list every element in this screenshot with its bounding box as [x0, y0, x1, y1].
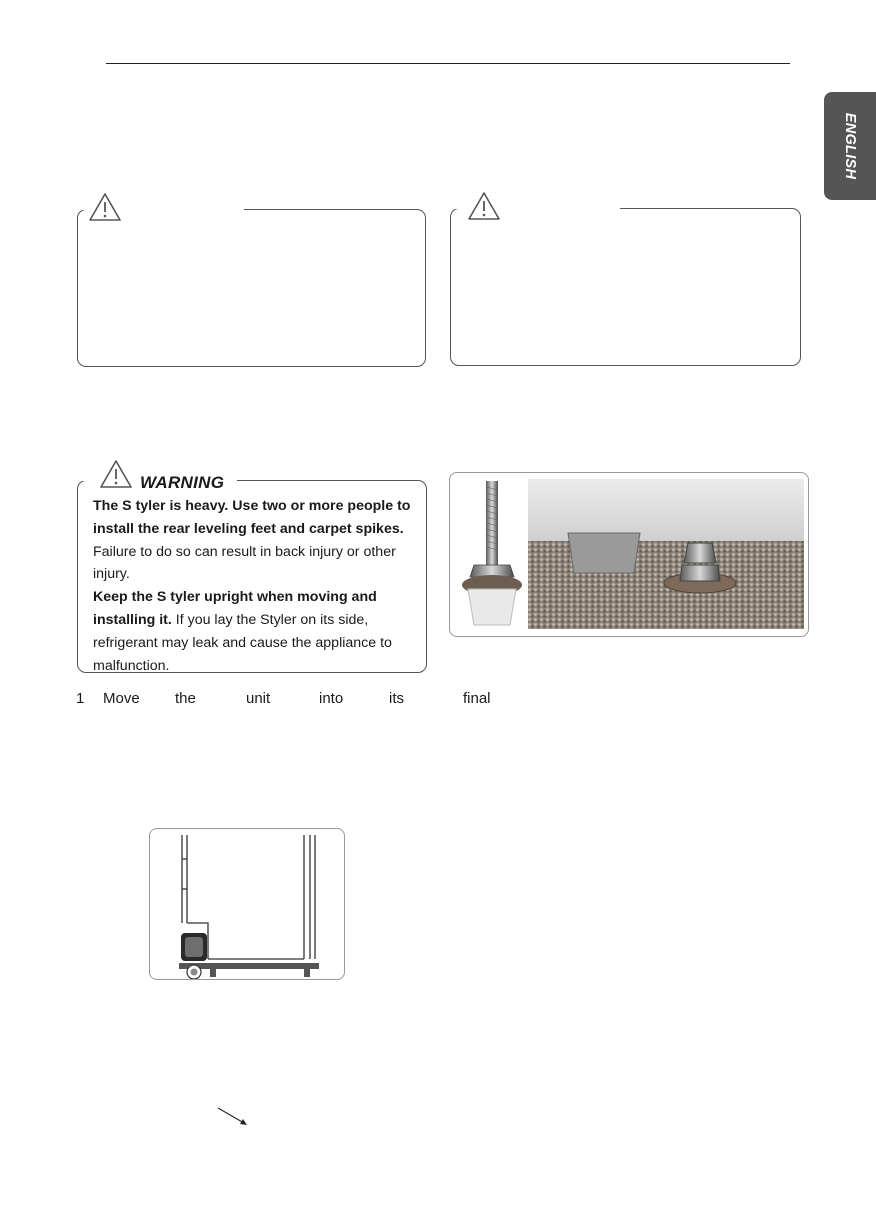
leveling-feet-photo-image	[450, 473, 808, 636]
header-rule	[106, 63, 790, 64]
warning-text	[93, 495, 418, 677]
language-tab	[824, 92, 876, 200]
step-word-2: the	[175, 690, 196, 707]
warning-triangle-icon	[99, 459, 133, 489]
warning-triangle-icon	[467, 191, 501, 221]
unit-side-diagram	[149, 828, 345, 980]
step-word-6: final	[463, 690, 491, 707]
step-number: 1	[76, 690, 85, 707]
step-word-3: unit	[246, 690, 271, 707]
caution-box-left	[77, 209, 426, 367]
language-tab-label: ENGLISH	[842, 112, 858, 180]
unit-side-diagram-image	[150, 829, 344, 979]
arrow-icon	[216, 1106, 250, 1128]
warning-title: WARNING	[136, 473, 228, 493]
step-word-5: its	[389, 690, 404, 707]
caution-box-right	[450, 208, 801, 366]
warning-normal-2: If you lay the Styler on its side, refrigerant may leak and cause the appliance to malfunction.	[93, 611, 392, 674]
warning-normal-1: Failure to do so can result in back injury or other injury.	[93, 543, 396, 583]
warning-bold-1: The S tyler is heavy. Use two or more people to install the rear leveling feet and carpet spikes.	[93, 498, 411, 537]
step-word-1: Move	[103, 690, 140, 707]
step-word-4: into	[319, 690, 344, 707]
leveling-feet-photo	[449, 472, 809, 637]
warning-bold-2: Keep the S tyler upright when moving and installing it.	[93, 589, 377, 628]
step-1	[76, 688, 516, 712]
warning-triangle-icon	[88, 192, 122, 222]
